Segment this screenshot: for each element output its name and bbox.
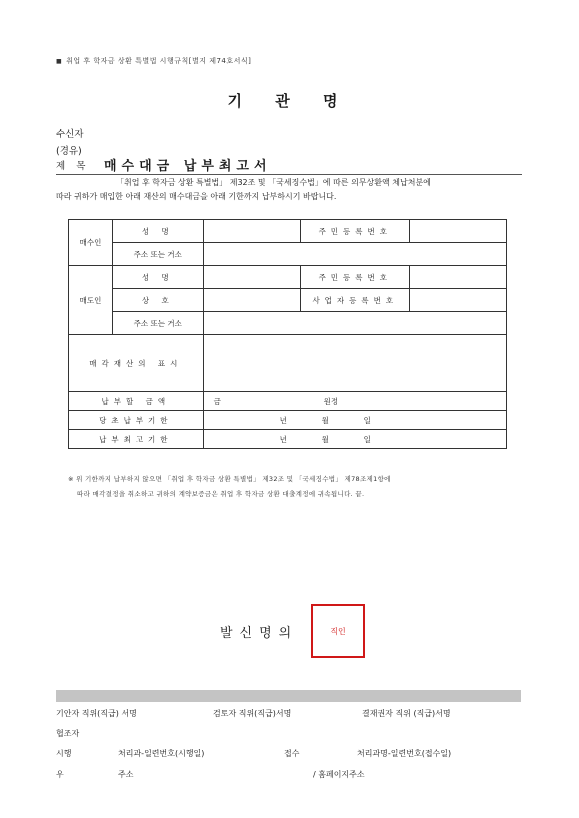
note-line-1: ※ 위 기한까지 납부하지 않으면 「취업 후 학자금 상환 특별법」 제32조 및 「국세징수법」 제78조제1항에 xyxy=(68,475,391,483)
seller-label: 매도인 xyxy=(69,266,113,335)
seal-text: 직인 xyxy=(330,626,346,636)
buyer-name-label: 성 명 xyxy=(112,220,203,243)
organization-title: 기 관 명 xyxy=(227,92,352,110)
square-bullet-icon: ■ xyxy=(56,58,63,65)
initial-due-label: 당초납부기한 xyxy=(69,411,204,430)
intro-line-2: 따라 귀하가 매입한 아래 재산의 매수대금을 아래 기한까지 납부하시기 바랍니다. xyxy=(56,192,337,201)
amount-label: 납부할 금액 xyxy=(69,392,204,411)
notice-table xyxy=(68,219,507,449)
subject-value: 매수대금 납부최고서 xyxy=(104,159,272,174)
footer-address: 주소 xyxy=(118,770,134,779)
sender-name: 발신명의 xyxy=(220,626,299,641)
footer-receipt: 접수 xyxy=(284,749,300,758)
seller-resident-no-value xyxy=(410,266,507,289)
footer-approver: 결재권자 직위 (직급)서명 xyxy=(362,709,451,718)
property-value xyxy=(203,335,506,392)
subject-label: 제 목 xyxy=(56,161,90,172)
initial-due-value xyxy=(203,411,506,430)
final-due-month: 월 xyxy=(321,434,329,444)
seller-resident-no-label: 주민등록번호 xyxy=(301,266,410,289)
seller-trade-name-value xyxy=(203,289,301,312)
property-label: 매각재산의 표시 xyxy=(69,335,204,392)
footer-drafter: 기안자 직위(직급) 서명 xyxy=(56,709,137,718)
final-due-day: 일 xyxy=(363,434,371,444)
final-due-label: 납부최고기한 xyxy=(69,430,204,449)
via-label: (경유) xyxy=(56,146,82,157)
seller-name-value xyxy=(203,266,301,289)
final-due-year: 년 xyxy=(279,434,287,444)
buyer-address-value xyxy=(203,243,506,266)
seller-name-label: 성 명 xyxy=(112,266,203,289)
buyer-label: 매수인 xyxy=(69,220,113,266)
footer-cooperator: 협조자 xyxy=(56,729,80,738)
buyer-resident-no-label: 주민등록번호 xyxy=(301,220,410,243)
official-seal-stamp xyxy=(311,604,365,658)
seller-address-label: 주소 또는 거소 xyxy=(112,312,203,335)
buyer-address-label: 주소 또는 거소 xyxy=(112,243,203,266)
footer-enforce-number: 처리과-일련번호(시행일) xyxy=(118,749,205,758)
note-line-2: 따라 매각결정을 취소하고 귀하의 계약보증금은 취업 후 학자금 상환 대출계정에 귀속됩니다. 끝. xyxy=(77,490,365,498)
amount-prefix: 금 xyxy=(213,396,221,406)
amount-value xyxy=(203,392,506,411)
form-reference xyxy=(56,56,251,66)
intro-paragraph xyxy=(56,176,522,204)
footer-postal: 우 xyxy=(56,770,64,779)
buyer-resident-no-value xyxy=(410,220,507,243)
initial-due-month: 월 xyxy=(321,415,329,425)
intro-line-1: 「취업 후 학자금 상환 특별법」 제32조 및 「국세징수법」에 따른 의무상환액 체납처분에 xyxy=(116,178,431,187)
footer-reviewer: 검토자 직위(직급)서명 xyxy=(213,709,292,718)
seller-business-no-value xyxy=(410,289,507,312)
subject-divider xyxy=(56,174,522,175)
initial-due-year: 년 xyxy=(279,415,287,425)
amount-unit: 원정 xyxy=(323,396,339,406)
recipient-label: 수신자 xyxy=(56,129,84,140)
footer-enforce: 시행 xyxy=(56,749,72,758)
seller-trade-name-label: 상 호 xyxy=(112,289,203,312)
notice-footnote xyxy=(68,472,518,502)
seller-address-value xyxy=(203,312,506,335)
footer-receipt-number: 처리과명-일련번호(접수일) xyxy=(357,749,452,758)
footer-homepage: / 홈페이지주소 xyxy=(313,770,365,779)
footer-gray-bar xyxy=(56,690,521,702)
form-reference-text: 취업 후 학자금 상환 특별법 시행규칙[별지 제74호서식] xyxy=(66,57,252,65)
buyer-name-value xyxy=(203,220,301,243)
seller-business-no-label: 사업자등록번호 xyxy=(301,289,410,312)
final-due-value xyxy=(203,430,506,449)
initial-due-day: 일 xyxy=(363,415,371,425)
